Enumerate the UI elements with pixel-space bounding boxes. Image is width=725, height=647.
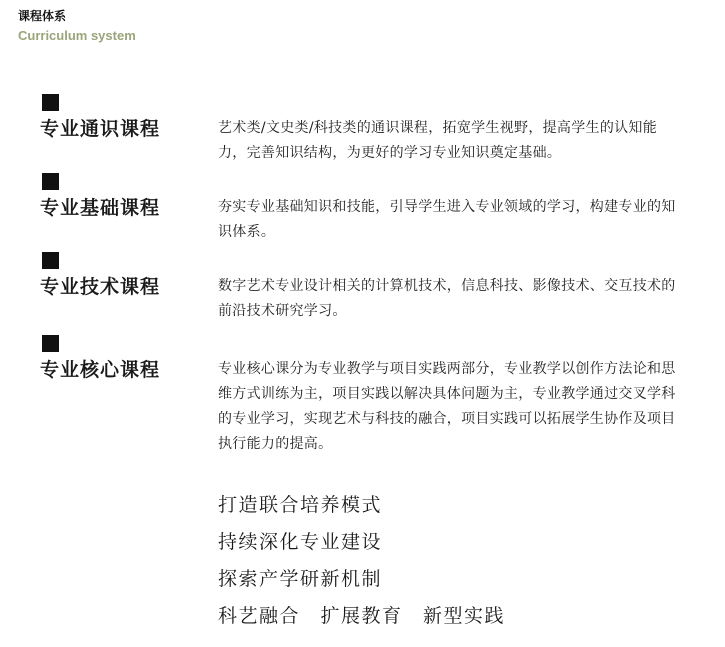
square-bullet-icon <box>42 94 59 111</box>
course-description: 艺术类/文史类/科技类的通识课程，拓宽学生视野，提高学生的认知能力，完善知识结构，为更好的学习专业知识奠定基础。 <box>218 120 658 161</box>
section-title-en: Curriculum system <box>18 28 136 43</box>
section-title-cn: 课程体系 <box>18 9 67 23</box>
feature-list <box>218 487 505 635</box>
course-title: 专业核心课程 <box>40 359 161 381</box>
feature-item: 探索产学研新机制 <box>218 568 383 590</box>
square-bullet-icon <box>42 335 59 352</box>
course-description: 夯实专业基础知识和技能，引导学生进入专业领域的学习，构建专业的知识体系。 <box>218 199 676 240</box>
course-title: 专业通识课程 <box>40 118 161 140</box>
course-title: 专业技术课程 <box>40 276 161 298</box>
course-description: 专业核心课分为专业教学与项目实践两部分，专业教学以创作方法论和思维方式训练为主，项目实践以解决具体问题为主，专业教学通过交叉学科的专业学习，实现艺术与科技的融合，项目实践可以拓展学生协作及项目执行能力的提高。 <box>218 361 676 452</box>
square-bullet-icon <box>42 252 59 269</box>
feature-item: 打造联合培养模式 <box>218 494 383 516</box>
feature-item: 科艺融合 扩展教育 新型实践 <box>218 605 506 627</box>
course-description: 数字艺术专业设计相关的计算机技术，信息科技、影像技术、交互技术的前沿技术研究学习。 <box>218 278 676 319</box>
course-title: 专业基础课程 <box>40 197 161 219</box>
square-bullet-icon <box>42 173 59 190</box>
feature-item: 持续深化专业建设 <box>218 531 383 553</box>
